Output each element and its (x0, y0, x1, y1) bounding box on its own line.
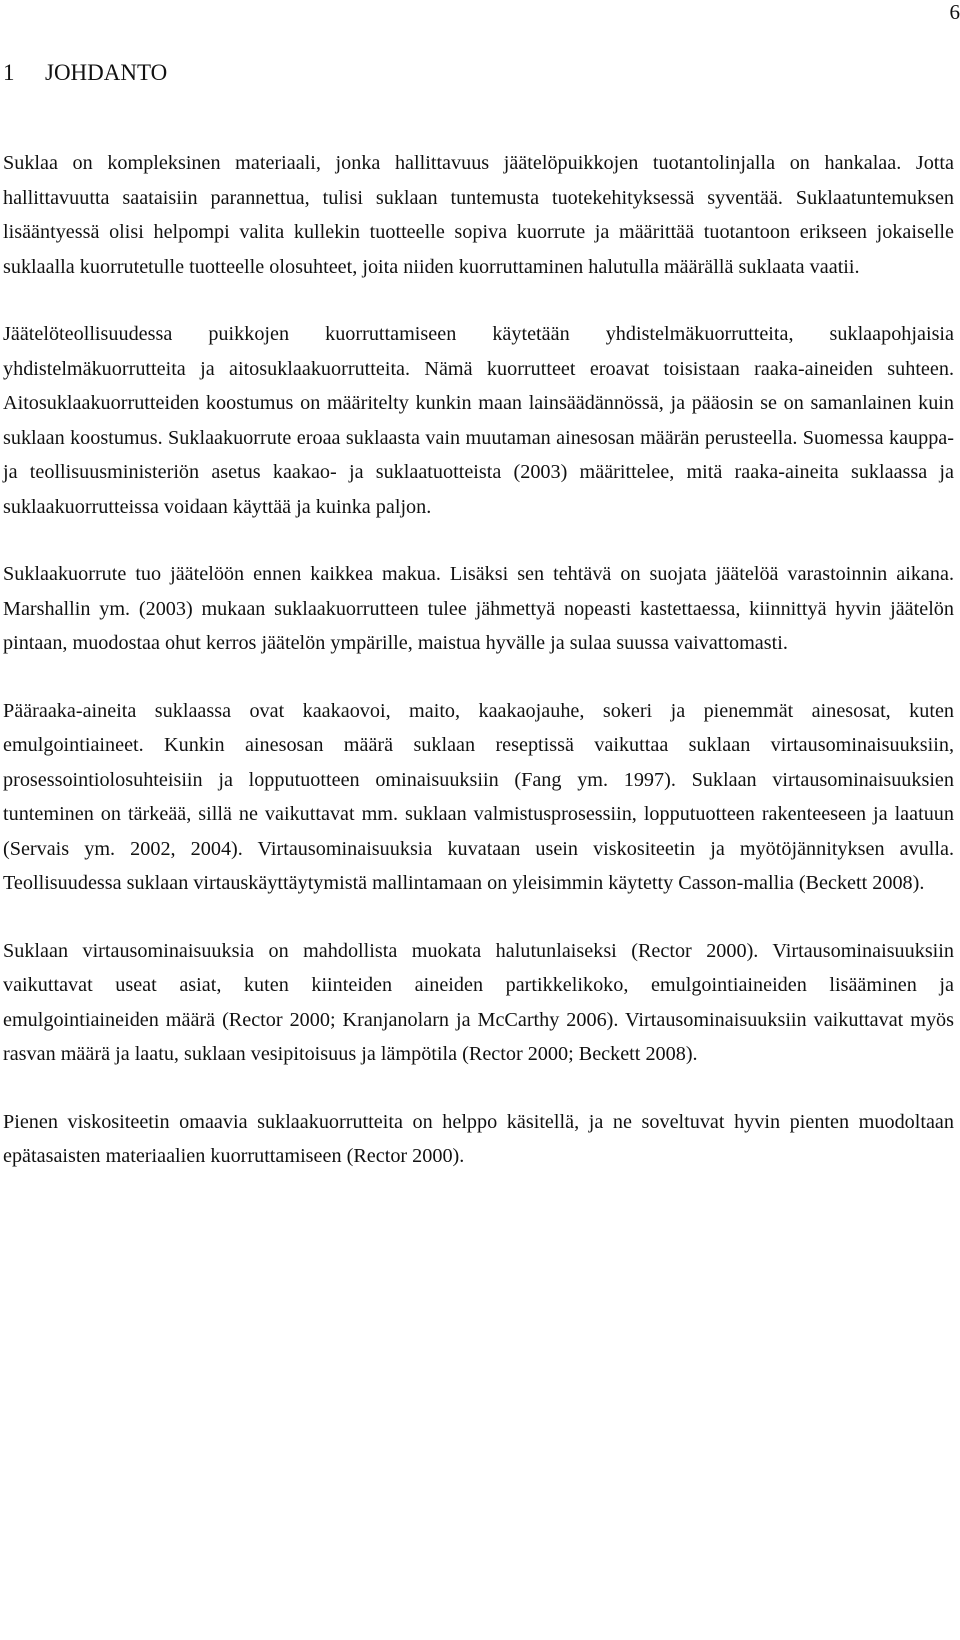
section-heading (3, 61, 167, 84)
paragraph: Suklaan virtausominaisuuksia on mahdollista muokata halutunlaiseksi (Rector 2000). Virtausominaisuuksiin vaikuttavat useat asiat, kuten kiinteiden aineiden partikkelikoko, emulgointiaineiden lisääminen ja emulgointiaineiden määrä (Rector 2000; Kranjanolarn ja McCarthy 2006). Virtausominaisuuksiin vaikuttavat myös rasvan määrä ja laatu, suklaan vesipitoisuus ja lämpötila (Rector 2000; Beckett 2008). (3, 939, 954, 1065)
section-title: JOHDANTO (45, 60, 168, 85)
paragraph: Suklaa on kompleksinen materiaali, jonka hallittavuus jäätelöpuikkojen tuotantolinjalla on hankalaa. Jotta hallittavuutta saataisiin parannettua, tulisi suklaan tuntemusta tuotekehityksessä syventää. Suklaatuntemuksen lisääntyessä olisi helpompi valita kullekin tuotteelle sopiva kuorrute ja määrittää tuotantoon erikseen jokaiselle suklaalla kuorrutetulle tuotteelle olosuhteet, joita niiden kuorruttaminen halutulla määrällä suklaata vaatii. (3, 152, 954, 278)
paragraph: Pääraaka-aineita suklaassa ovat kaakaovoi, maito, kaakaojauhe, sokeri ja pienemmät ainesosat, kuten emulgointiaineet. Kunkin ainesosan määrä suklaan reseptissä vaikuttaa suklaan virtausominaisuuksiin, prosessointiolosuhteisiin ja lopputuotteen ominaisuuksiin (Fang ym. 1997). Suklaan virtausominaisuuksien tunteminen on tärkeää, sillä ne vaikuttavat mm. suklaan valmistusprosessiin, lopputuotteen rakenteeseen ja laatuun (Servais ym. 2002, 2004). Virtausominaisuuksia kuvataan usein viskositeetin ja myötöjännityksen avulla. Teollisuudessa suklaan virtauskäyttäytymistä mallintamaan on yleisimmin käytetty Casson-mallia (Beckett 2008). (3, 699, 954, 894)
body-text (3, 146, 954, 1174)
paragraph: Suklaakuorrute tuo jäätelöön ennen kaikkea makua. Lisäksi sen tehtävä on suojata jäätelöä varastoinnin aikana. Marshallin ym. (2003) mukaan suklaakuorrutteen tulee jähmettyä nopeasti kastettaessa, kiinnittyä hyvin jäätelön pintaan, muodostaa ohut kerros jäätelön ympärille, maistua hyvälle ja sulaa suussa vaivattomasti. (3, 563, 954, 654)
section-number: 1 (3, 60, 15, 85)
paragraph: Jäätelöteollisuudessa puikkojen kuorruttamiseen käytetään yhdistelmäkuorrutteita, suklaapohjaisia yhdistelmäkuorrutteita ja aitosuklaakuorrutteita. Nämä kuorrutteet eroavat toisistaan raaka-aineiden suhteen. Aitosuklaakuorrutteiden koostumus on määritelty kunkin maan lainsäädännössä, ja pääosin se on samanlainen kuin suklaan koostumus. Suklaakuorrute eroaa suklaasta vain muutaman ainesosan määrän perusteella. Suomessa kauppa- ja teollisuusministeriön asetus kaakao- ja suklaatuotteista (2003) määrittelee, mitä raaka-aineita suklaassa ja suklaakuorrutteissa voidaan käyttää ja kuinka paljon. (3, 323, 954, 518)
page-number: 6 (949, 0, 960, 24)
paragraph: Pienen viskositeetin omaavia suklaakuorrutteita on helppo käsitellä, ja ne soveltuvat hyvin pienten muodoltaan epätasaisten materiaalien kuorruttamiseen (Rector 2000). (3, 1110, 954, 1167)
